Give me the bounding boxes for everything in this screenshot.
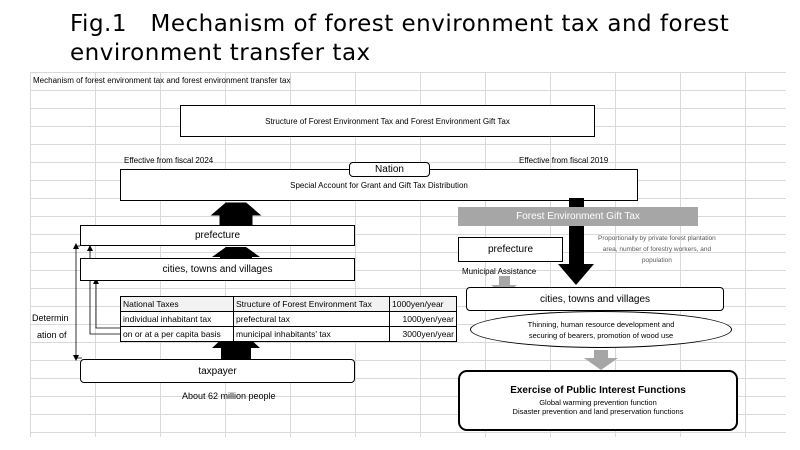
- tax-table: [120, 296, 457, 342]
- municipal-assistance-label: Municipal Assistance: [462, 267, 537, 276]
- table-row: [121, 312, 457, 327]
- table-cell: on or at a per capita basis: [121, 327, 234, 342]
- structure-box: Structure of Forest Environment Tax and Forest Environment Gift Tax: [180, 105, 595, 137]
- right-prefecture-box: prefecture: [458, 237, 563, 262]
- table-header-cell: National Taxes: [121, 297, 234, 312]
- thinning-line2: securing of bearers, promotion of wood use: [528, 330, 674, 340]
- effective-right-label: Effective from fiscal 2019: [519, 156, 609, 165]
- table-cell: individual inhabitant tax: [121, 312, 234, 327]
- exercise-box: [458, 370, 738, 431]
- table-cell: 1000yen/year: [390, 312, 457, 327]
- thinning-line1: Thinning, human resource development and: [527, 319, 675, 329]
- table-cell: prefectural tax: [234, 312, 390, 327]
- taxpayer-box: taxpayer: [80, 359, 355, 383]
- about-people-label: About 62 million people: [182, 391, 276, 401]
- exercise-line2: Disaster prevention and land preservation functions: [512, 407, 684, 416]
- determination-line1: Determin: [32, 313, 69, 323]
- left-cities-box: cities, towns and villages: [80, 258, 355, 281]
- sheet-caption: Mechanism of forest environment tax and forest environment transfer tax: [33, 76, 291, 85]
- table-row: [121, 327, 457, 342]
- left-prefecture-box: prefecture: [80, 225, 355, 246]
- connector-middle: [96, 281, 120, 328]
- table-header-cell: 1000yen/year: [390, 297, 457, 312]
- proportion-note: [598, 233, 716, 266]
- table-cell: 3000yen/year: [390, 327, 457, 342]
- figure-title-line2: environment transfer tax: [70, 40, 371, 66]
- table-header-cell: Structure of Forest Environment Tax: [234, 297, 390, 312]
- thinning-ellipse: [470, 311, 732, 348]
- arrow-gray-exercise: [584, 350, 618, 370]
- determination-line2: ation of: [37, 330, 67, 340]
- exercise-line1: Global warming prevention function: [539, 398, 657, 407]
- proportion-line3: population: [641, 257, 672, 264]
- exercise-title: Exercise of Public Interest Functions: [510, 385, 686, 396]
- right-cities-box: cities, towns and villages: [466, 287, 724, 311]
- arrow-up-top: [212, 203, 260, 225]
- gift-tax-box: Forest Environment Gift Tax: [458, 207, 698, 226]
- proportion-line2: area, number of forestry workers, and: [602, 246, 712, 253]
- table-cell: municipal inhabitants' tax: [234, 327, 390, 342]
- proportion-line1: Proportionally by private forest plantation: [598, 235, 716, 242]
- table-header-row: [121, 297, 457, 312]
- arrow-up-mid: [212, 247, 260, 258]
- figure-title-line1: Fig.1 Mechanism of forest environment tax and forest: [70, 11, 730, 37]
- nation-box: Nation: [349, 162, 430, 177]
- effective-left-label: Effective from fiscal 2024: [124, 156, 214, 165]
- special-account-box: Special Account for Grant and Gift Tax Distribution: [120, 169, 638, 201]
